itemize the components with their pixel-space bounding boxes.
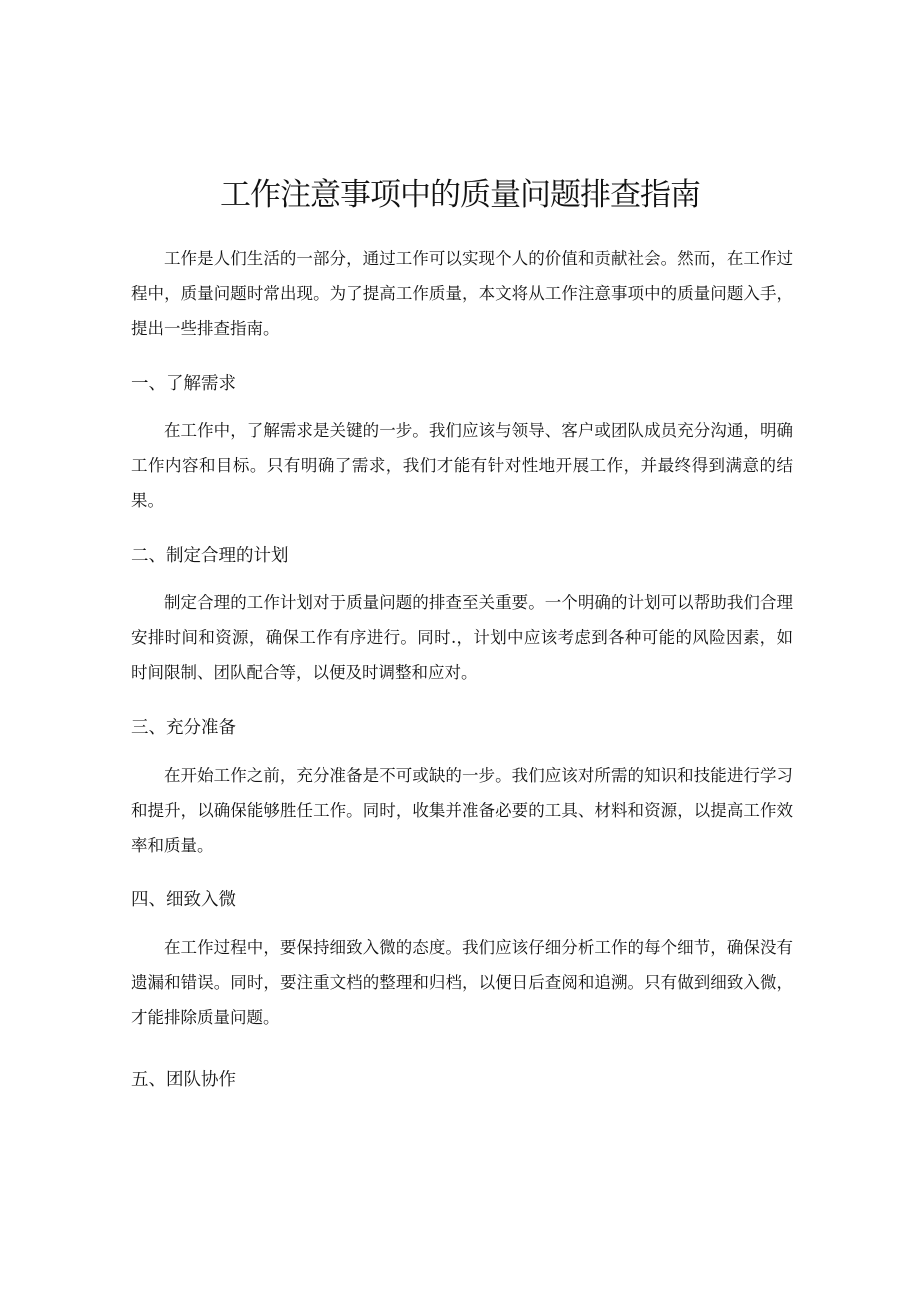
document-title: 工作注意事项中的质量问题排查指南 [220, 177, 700, 213]
section-heading-teamwork: 五、团队协作 [131, 1070, 236, 1090]
section-body-make-plan: 制定合理的工作计划对于质量问题的排查至关重要。一个明确的计划可以帮助我们合理安排时间和资源，确保工作有序进行。同时.，计划中应该考虑到各种可能的风险因素，如时间限制、团队配合等，以便及时调整和应对。 [131, 593, 793, 682]
section-heading-make-plan: 二、制定合理的计划 [131, 546, 289, 566]
intro-paragraph: 工作是人们生活的一部分，通过工作可以实现个人的价值和贡献社会。然而，在工作过程中，质量问题时常出现。为了提高工作质量，本文将从工作注意事项中的质量问题入手，提出一些排查指南。 [131, 249, 793, 338]
section-body-attention-to-detail: 在工作过程中，要保持细致入微的态度。我们应该仔细分析工作的每个细节，确保没有遗漏和错误。同时，要注重文档的整理和归档，以便日后查阅和追溯。只有做到细致入微，才能排除质量问题。 [131, 938, 793, 1027]
section-heading-understand-requirements: 一、了解需求 [131, 374, 236, 394]
section-body-understand-requirements: 在工作中，了解需求是关键的一步。我们应该与领导、客户或团队成员充分沟通，明确工作内容和目标。只有明确了需求，我们才能有针对性地开展工作，并最终得到满意的结果。 [131, 421, 793, 510]
section-heading-preparation: 三、充分准备 [131, 718, 236, 738]
section-body-preparation: 在开始工作之前，充分准备是不可或缺的一步。我们应该对所需的知识和技能进行学习和提升，以确保能够胜任工作。同时，收集并准备必要的工具、材料和资源，以提高工作效率和质量。 [131, 766, 793, 855]
section-heading-attention-to-detail: 四、细致入微 [131, 890, 236, 910]
